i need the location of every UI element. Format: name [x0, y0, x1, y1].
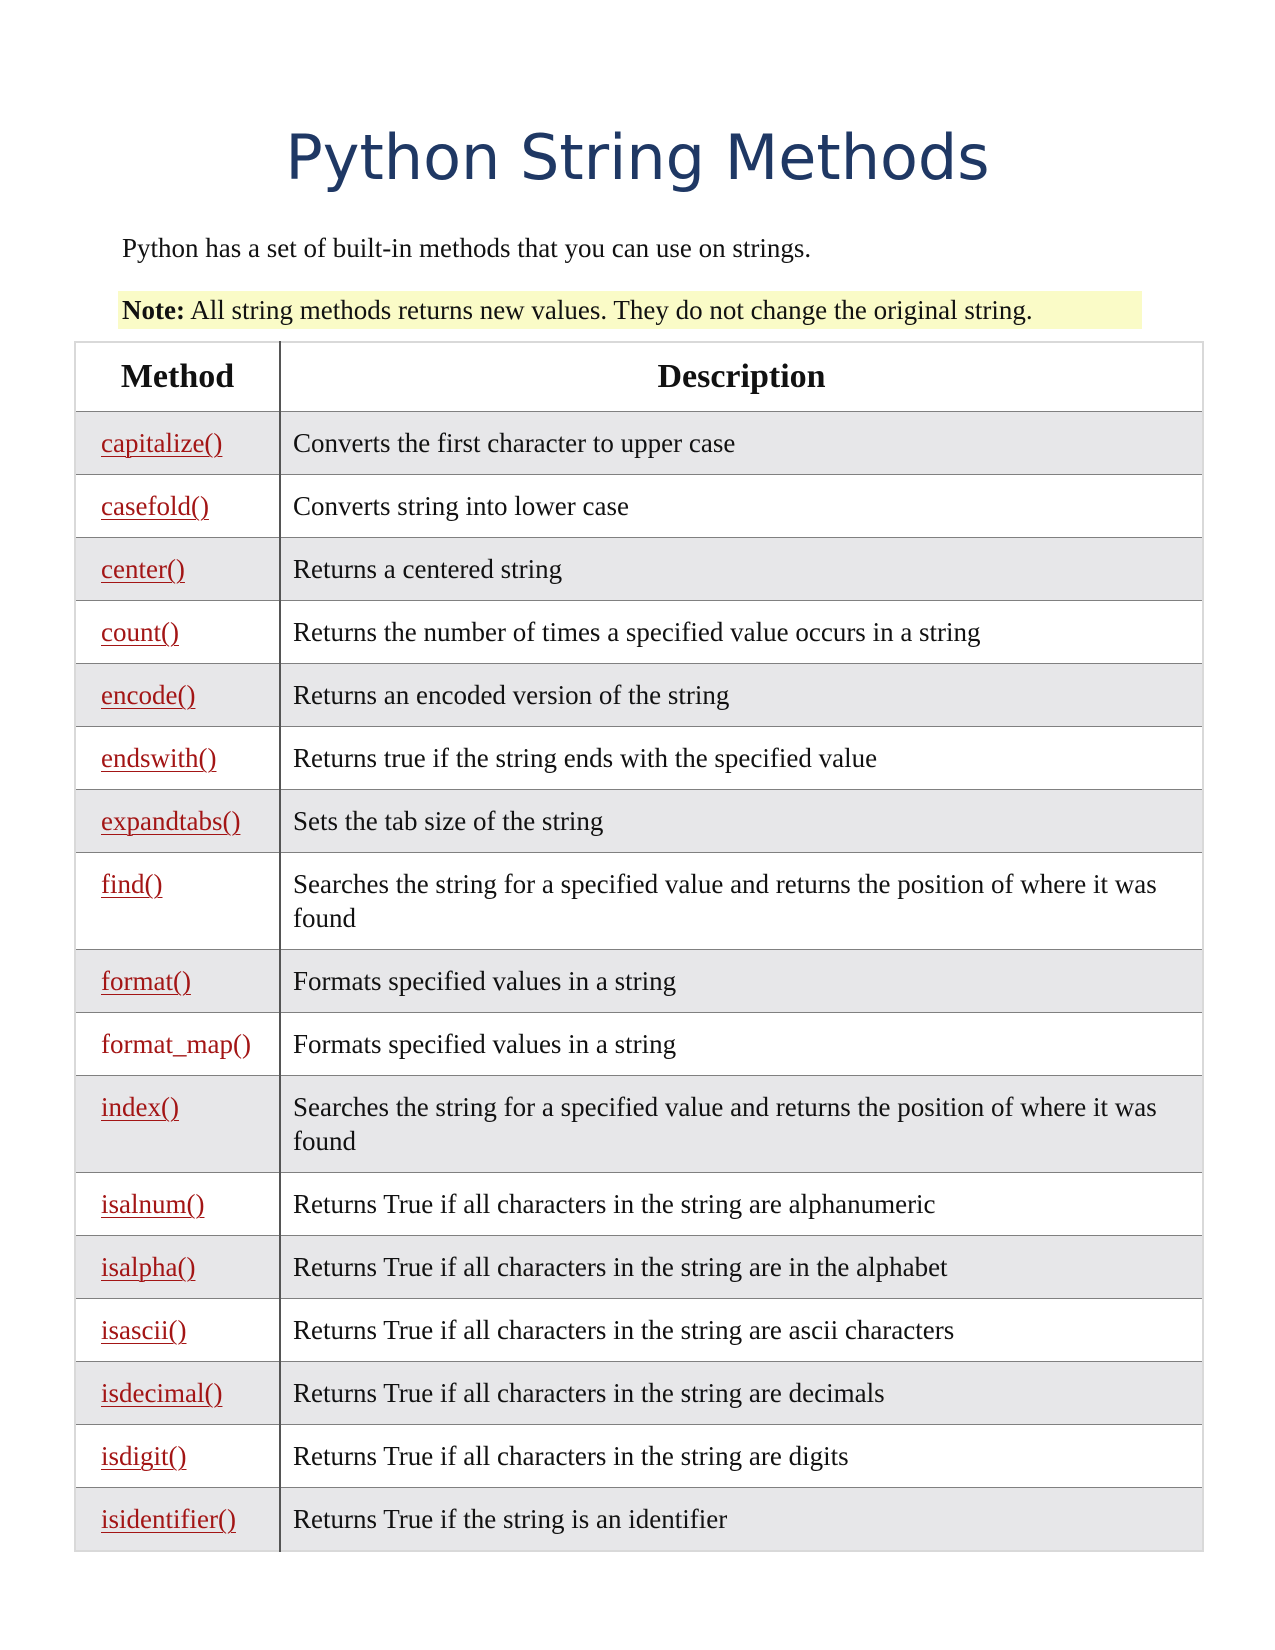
- method-cell: [75, 538, 280, 601]
- method-cell: [75, 1299, 280, 1362]
- method-cell: [75, 727, 280, 790]
- method-link[interactable]: isalnum(): [101, 1189, 205, 1219]
- method-link[interactable]: isascii(): [101, 1315, 187, 1345]
- description-cell: Returns True if all characters in the string are ascii characters: [280, 1299, 1203, 1362]
- method-cell: [75, 412, 280, 475]
- table-row: [75, 601, 1203, 664]
- method-cell: [75, 601, 280, 664]
- table-row: [75, 664, 1203, 727]
- method-link[interactable]: isalpha(): [101, 1252, 196, 1282]
- description-cell: Returns an encoded version of the string: [280, 664, 1203, 727]
- description-cell: Searches the string for a specified value and returns the position of where it was found: [280, 1076, 1203, 1173]
- method-cell: [75, 1076, 280, 1173]
- method-cell: [75, 1013, 280, 1076]
- table-row: [75, 950, 1203, 1013]
- table-row: [75, 1425, 1203, 1488]
- description-cell: Sets the tab size of the string: [280, 790, 1203, 853]
- table-row: [75, 1362, 1203, 1425]
- methods-table: [74, 341, 1204, 1552]
- intro-text: Python has a set of built-in methods that you can use on strings.: [122, 233, 812, 263]
- method-link[interactable]: center(): [101, 554, 185, 584]
- method-link[interactable]: find(): [101, 869, 163, 899]
- table-row: [75, 1488, 1203, 1552]
- page-title: Python String Methods: [285, 121, 990, 194]
- method-link[interactable]: encode(): [101, 680, 196, 710]
- description-cell: Returns True if the string is an identifier: [280, 1488, 1203, 1552]
- description-cell: Returns the number of times a specified value occurs in a string: [280, 601, 1203, 664]
- table-row: [75, 853, 1203, 950]
- description-cell: Converts string into lower case: [280, 475, 1203, 538]
- description-cell: Converts the first character to upper case: [280, 412, 1203, 475]
- method-cell: [75, 790, 280, 853]
- description-cell: Searches the string for a specified value and returns the position of where it was found: [280, 853, 1203, 950]
- table-row: [75, 790, 1203, 853]
- table-row: [75, 475, 1203, 538]
- method-link[interactable]: casefold(): [101, 491, 209, 521]
- method-link[interactable]: isdecimal(): [101, 1378, 223, 1408]
- table-row: [75, 1076, 1203, 1173]
- table-row: [75, 1299, 1203, 1362]
- description-cell: Returns True if all characters in the string are digits: [280, 1425, 1203, 1488]
- method-column-header: Method: [75, 342, 280, 412]
- method-cell: [75, 1488, 280, 1552]
- table-header-row: [75, 342, 1203, 412]
- method-link[interactable]: isdigit(): [101, 1441, 187, 1471]
- method-link[interactable]: capitalize(): [101, 428, 223, 458]
- table-row: [75, 412, 1203, 475]
- table-row: [75, 538, 1203, 601]
- method-cell: [75, 853, 280, 950]
- methods-table-body: [75, 412, 1203, 1552]
- method-cell: [75, 1173, 280, 1236]
- method-cell: [75, 1362, 280, 1425]
- method-cell: [75, 1425, 280, 1488]
- method-link[interactable]: format(): [101, 966, 191, 996]
- method-link[interactable]: isidentifier(): [101, 1504, 236, 1534]
- table-row: [75, 727, 1203, 790]
- description-column-header: Description: [280, 342, 1203, 412]
- description-cell: Formats specified values in a string: [280, 950, 1203, 1013]
- description-cell: Returns True if all characters in the string are decimals: [280, 1362, 1203, 1425]
- method-cell: [75, 664, 280, 727]
- table-row: [75, 1013, 1203, 1076]
- method-cell: [75, 475, 280, 538]
- method-link[interactable]: endswith(): [101, 743, 217, 773]
- method-link[interactable]: expandtabs(): [101, 806, 241, 836]
- description-cell: Formats specified values in a string: [280, 1013, 1203, 1076]
- description-cell: Returns True if all characters in the string are in the alphabet: [280, 1236, 1203, 1299]
- description-cell: Returns a centered string: [280, 538, 1203, 601]
- method-link[interactable]: count(): [101, 617, 179, 647]
- table-row: [75, 1236, 1203, 1299]
- method-cell: [75, 950, 280, 1013]
- description-cell: Returns True if all characters in the string are alphanumeric: [280, 1173, 1203, 1236]
- note-text: All string methods returns new values. They do not change the original string.: [184, 295, 1033, 325]
- method-cell: [75, 1236, 280, 1299]
- table-row: [75, 1173, 1203, 1236]
- note-label: Note:: [122, 295, 185, 325]
- method-link[interactable]: index(): [101, 1092, 179, 1122]
- description-cell: Returns true if the string ends with the specified value: [280, 727, 1203, 790]
- note-banner: [118, 291, 1142, 329]
- method-link: format_map(): [101, 1029, 251, 1059]
